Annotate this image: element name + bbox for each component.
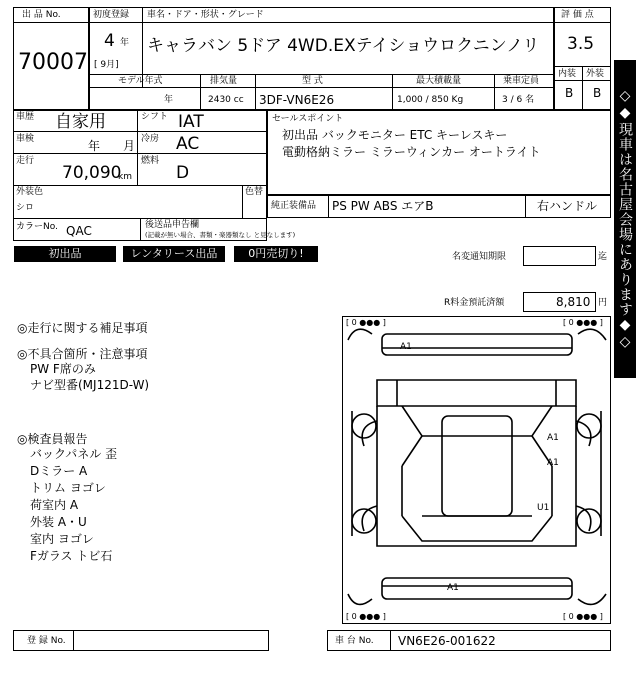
inspector-item: トリム ヨゴレ (30, 481, 106, 495)
model-year: 年 (164, 95, 174, 105)
shift-label: シフト (141, 112, 169, 122)
grade-label: 評 価 点 (561, 10, 594, 20)
reg-no-label: 登 録 No. (27, 636, 66, 646)
capacity: 3 / 6 名 (502, 95, 535, 105)
model-year-label: モデル年式 (118, 76, 163, 86)
fuel: D (176, 163, 190, 183)
fuel-label: 燃料 (141, 156, 160, 166)
corner-label: [ 0 ●●● ] (563, 318, 603, 327)
inspector-item: Fガラス トビ石 (30, 549, 113, 563)
sales-label: セールスポイント (272, 114, 344, 124)
corner-label: [ 0 ●●● ] (563, 612, 603, 621)
venue-notice: ◇◆現車は名古屋会場にあります◆◇ (614, 60, 636, 378)
ac: AC (176, 134, 200, 154)
name-change-label: 名変通知期限 (452, 252, 507, 262)
max-load-label: 最大積載量 (416, 76, 462, 86)
lot-no: 70007 (18, 50, 88, 75)
exterior-label: 外装 (586, 69, 605, 79)
chassis-no-label: 車 台 No. (335, 636, 374, 646)
sales-line-1: 初出品 バックモニター ETC キーレスキー (282, 128, 508, 142)
ext-color-label: 外装色 (16, 187, 44, 197)
first-reg-month: [ 9月] (94, 60, 119, 70)
car-name-label: 車名・ドア・形状・グレード (147, 10, 264, 20)
ac-label: 冷房 (141, 134, 160, 144)
year-unit: 年 (120, 38, 130, 48)
name-change-unit: 迄 (598, 252, 608, 262)
damage-mark: A1 (447, 583, 459, 593)
mileage-label: 走行 (16, 156, 35, 166)
defect-item: PW F席のみ (30, 362, 96, 376)
tag-first-listing: 初出品 (14, 246, 116, 262)
chassis-no: VN6E26-001622 (398, 634, 496, 648)
inspector-item: 荷室内 A (30, 498, 79, 512)
damage-mark: A1 (547, 433, 559, 443)
corner-label: [ 0 ●●● ] (346, 318, 386, 327)
mileage-unit: km (118, 172, 132, 182)
damage-mark: A1 (547, 458, 559, 468)
inspector-item: Dミラー A (30, 464, 88, 478)
inspection-month: 月 (123, 139, 136, 153)
ext-color: シロ (16, 203, 35, 213)
interior-grade: B (565, 86, 574, 100)
vehicle-outline-diagram (342, 316, 611, 624)
history: 自家用 (55, 112, 106, 132)
docs-note: (記載が無い場合、書類・楽器類なし と見なします) (145, 231, 296, 239)
inspector-item: 室内 ヨゴレ (30, 532, 94, 546)
defect-item: ナビ型番(MJ121D-W) (30, 378, 150, 392)
corner-label: [ 0 ●●● ] (346, 612, 386, 621)
equipment-label: 純正装備品 (271, 201, 317, 211)
docs-label: 後送品申告欄 (145, 220, 200, 230)
equipment-items: PS PW ABS エアB (332, 199, 434, 213)
inspection-label: 車検 (16, 134, 35, 144)
inspector-header: ◎検査員報告 (17, 432, 88, 446)
first-reg-label: 初度登録 (93, 10, 130, 20)
inspection-year: 年 (88, 139, 101, 153)
mileage: 70,090 (62, 163, 122, 183)
steering: 右ハンドル (537, 199, 598, 213)
color-no: QAC (66, 224, 92, 238)
driving-notes-header: ◎走行に関する補足事項 (17, 321, 148, 335)
defects-header: ◎不具合箇所・注意事項 (17, 347, 148, 361)
displacement: 2430 cc (208, 95, 244, 105)
car-name: キャラバン 5ドア 4WD.EXテイショウロクニンノリ (147, 36, 540, 56)
tag-rental-lease: レンタリース出品 (123, 246, 225, 262)
name-change-value-box (523, 246, 596, 266)
tag-zero-yen: 0円売切り! (234, 246, 318, 262)
max-load: 1,000 / 850 Kg (397, 95, 464, 105)
grade: 3.5 (567, 34, 595, 54)
first-reg-year: 4 (104, 31, 115, 51)
interior-label: 内装 (558, 69, 577, 79)
recycle-label: R料金預託済額 (444, 298, 505, 308)
color-no-label: カラーNo. (16, 222, 58, 232)
type: 3DF-VN6E26 (259, 93, 335, 107)
recycle-unit: 円 (598, 298, 608, 308)
damage-mark: U1 (537, 503, 550, 513)
type-label: 型 式 (302, 76, 323, 86)
capacity-label: 乗車定員 (503, 76, 540, 86)
shift: IAT (178, 112, 204, 132)
lot-no-label: 出 品 No. (22, 10, 61, 20)
displacement-label: 排気量 (210, 76, 238, 86)
inspector-item: 外装 A・U (30, 515, 87, 529)
recycle-value: 8,810 (556, 295, 591, 309)
color-change-label: 色替 (245, 187, 264, 197)
inspector-item: バックパネル 歪 (30, 447, 118, 461)
sales-line-2: 電動格納ミラー ミラーウィンカー オートライト (282, 145, 541, 159)
exterior-grade: B (593, 86, 602, 100)
history-label: 車歴 (16, 112, 35, 122)
damage-mark: A1 (400, 342, 412, 352)
